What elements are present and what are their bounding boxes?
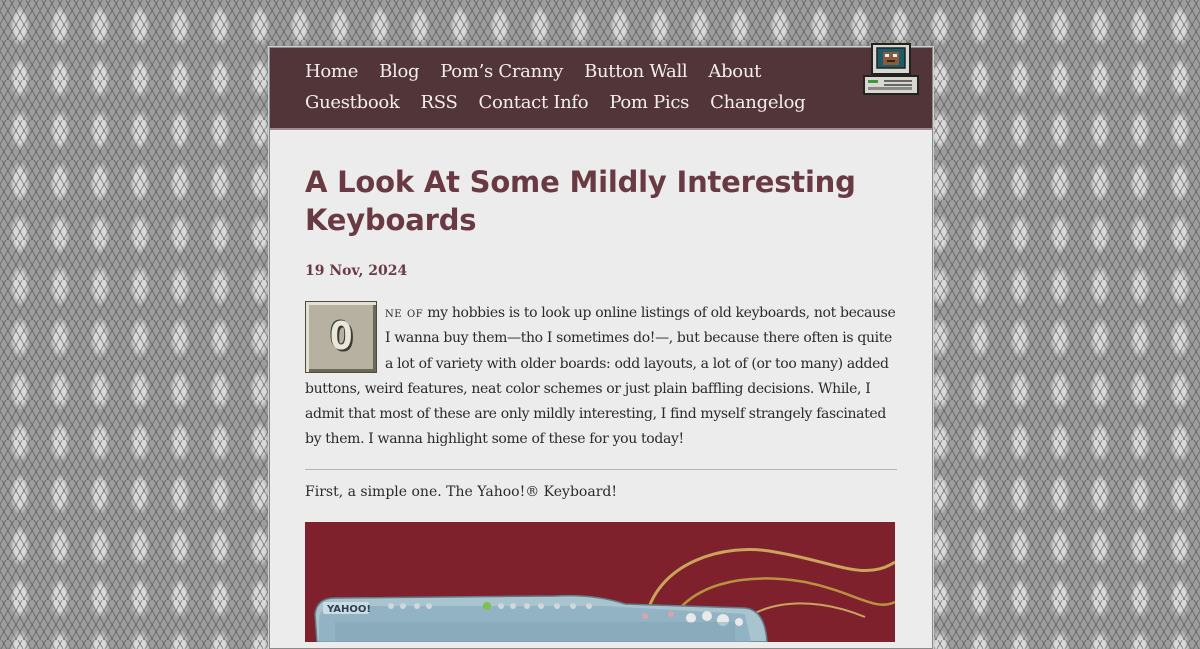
intro-smallcaps: ne of xyxy=(385,305,424,321)
nav-guestbook[interactable]: Guestbook xyxy=(305,92,400,113)
nav-poms-cranny[interactable]: Pom’s Cranny xyxy=(440,61,564,82)
nav-button-wall[interactable]: Button Wall xyxy=(584,61,688,82)
nav-changelog[interactable]: Changelog xyxy=(710,92,806,113)
dropcap-o-icon xyxy=(305,301,377,373)
section-divider xyxy=(305,469,897,470)
retro-computer-icon[interactable] xyxy=(862,42,920,100)
post-date: 19 Nov, 2024 xyxy=(305,263,408,279)
nav-about[interactable]: About xyxy=(708,61,762,82)
post-intro xyxy=(305,301,897,453)
nav-pom-pics[interactable]: Pom Pics xyxy=(609,92,690,113)
section-intro: First, a simple one. The Yahoo!® Keyboard! xyxy=(305,483,617,500)
nav-home[interactable]: Home xyxy=(305,61,359,82)
top-nav xyxy=(270,48,932,130)
nav-links xyxy=(305,60,865,115)
post-title: A Look At Some Mildly Interesting Keyboards xyxy=(305,165,856,237)
nav-blog[interactable]: Blog xyxy=(379,61,420,82)
nav-contact-info[interactable]: Contact Info xyxy=(478,92,589,113)
yahoo-keyboard-photo[interactable] xyxy=(305,522,895,642)
page-container xyxy=(269,47,933,649)
photo-logo-text: YAHOO! xyxy=(327,603,371,615)
dropcap-letter: O xyxy=(329,314,353,359)
post-content xyxy=(270,130,932,642)
nav-rss[interactable]: RSS xyxy=(420,92,458,113)
intro-text: my hobbies is to look up online listings of old keyboards, not because I wanna buy them—tho I sometimes do!—, but because there often is quite a lot of variety with older boards: odd layouts, a lot of (or too many) added buttons, weird features, neat color schemes or just plain baffling decisions. While, I admit that most of these are only mildly interesting, I find myself strangely fascinated by them. I wanna highlight some of these for you today! xyxy=(305,305,896,448)
